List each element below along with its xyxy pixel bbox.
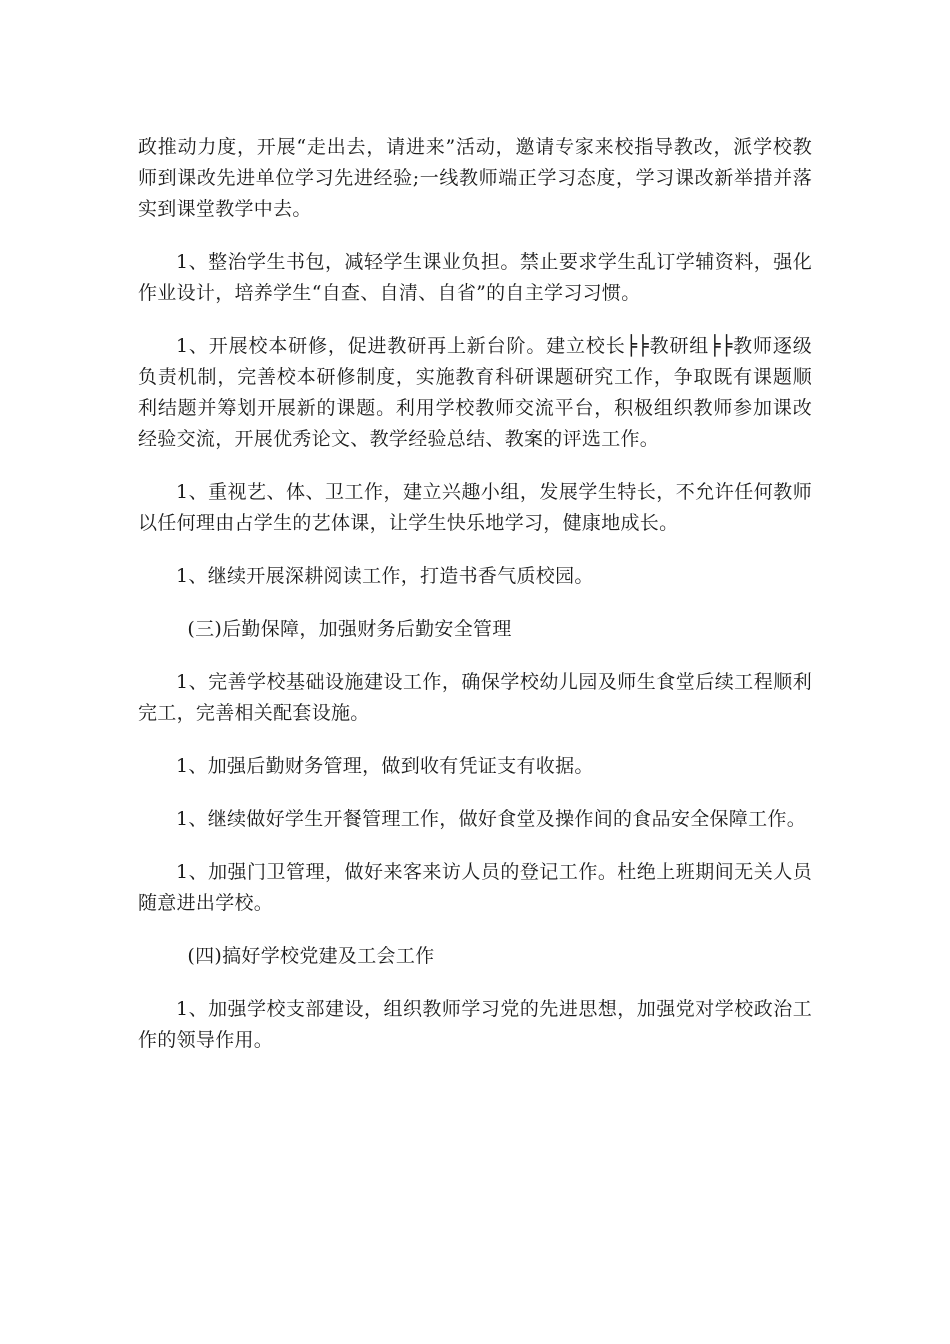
document-body: [138, 132, 812, 1078]
paragraph-finance: 1、加强后勤财务管理，做到收有凭证支有收据。: [176, 755, 594, 777]
paragraph-gate-security: 1、加强门卫管理，做好来客来访人员的登记工作。杜绝上班期间无关人员随意进出学校。: [138, 861, 812, 914]
paragraph-arts-sports: 1、重视艺、体、卫工作，建立兴趣小组，发展学生特长，不允许任何教师以任何理由占学生的艺体课，让学生快乐地学习，健康地成长。: [138, 481, 812, 534]
paragraph-continuation: 政推动力度，开展“走出去，请进来”活动，邀请专家来校指导教改，派学校教师到课改先进单位学习先进经验;一线教师端正学习态度，学习课改新举措并落实到课堂教学中去。: [138, 136, 812, 220]
paragraph-school-research: 1、开展校本研修，促进教研再上新台阶。建立校长╞╞教研组╞╞教师逐级负责机制，完善校本研修制度，实施教育科研课题研究工作，争取既有课题顺利结题并筹划开展新的课题。利用学校教师交流平台，积极组织教师参加课改经验交流，开展优秀论文、教学经验总结、教案的评选工作。: [138, 335, 812, 450]
section-heading-party: (四)搞好学校党建及工会工作: [187, 945, 435, 967]
section-heading-logistics: (三)后勤保障，加强财务后勤安全管理: [187, 618, 512, 640]
paragraph-schoolbag: 1、整治学生书包，减轻学生课业负担。禁止要求学生乱订学辅资料，强化作业设计，培养学生“自查、自清、自省”的自主学习习惯。: [138, 251, 812, 304]
paragraph-party-branch: 1、加强学校支部建设，组织教师学习党的先进思想，加强党对学校政治工作的领导作用。: [138, 998, 812, 1051]
paragraph-reading: 1、继续开展深耕阅读工作，打造书香气质校园。: [176, 565, 594, 587]
paragraph-canteen: 1、继续做好学生开餐管理工作，做好食堂及操作间的食品安全保障工作。: [176, 808, 806, 830]
paragraph-infrastructure: 1、完善学校基础设施建设工作，确保学校幼儿园及师生食堂后续工程顺利完工，完善相关配套设施。: [138, 671, 812, 724]
